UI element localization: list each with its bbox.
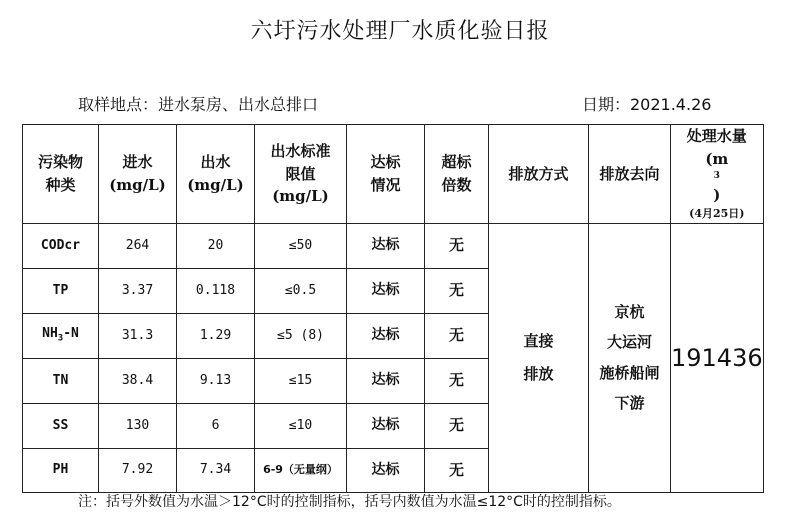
limit-cell: ≤5 (8): [255, 313, 347, 358]
report-date: 日期：2021.4.26: [582, 95, 712, 114]
exceed-cell: 无: [425, 223, 489, 268]
water-quality-table: [22, 124, 764, 493]
status-cell: 达标: [347, 223, 425, 268]
discharge-dest-cell: 京杭 大运河 施桥船闸 下游: [589, 223, 671, 492]
outflow-cell: 9.13: [177, 358, 255, 403]
status-cell: 达标: [347, 268, 425, 313]
outflow-cell: 0.118: [177, 268, 255, 313]
outflow-cell: 1.29: [177, 313, 255, 358]
limit-cell: ≤50: [255, 223, 347, 268]
inflow-cell: 7.92: [99, 448, 177, 492]
inflow-cell: 130: [99, 403, 177, 448]
exceed-cell: 无: [425, 403, 489, 448]
discharge-method-cell: 直接 排放: [489, 223, 589, 492]
limit-cell: ≤10: [255, 403, 347, 448]
header-pollutant: 污染物 种类: [23, 125, 99, 224]
outflow-cell: 6: [177, 403, 255, 448]
inflow-cell: 264: [99, 223, 177, 268]
exceed-cell: 无: [425, 313, 489, 358]
table-row: [23, 223, 764, 268]
pollutant-cell: CODcr: [23, 223, 99, 268]
pollutant-cell: TN: [23, 358, 99, 403]
status-cell: 达标: [347, 448, 425, 492]
outflow-cell: 7.34: [177, 448, 255, 492]
header-status: 达标 情况: [347, 125, 425, 224]
exceed-cell: 无: [425, 448, 489, 492]
inflow-cell: 31.3: [99, 313, 177, 358]
header-volume: 处理水量 (m 3 ) (4月25日): [671, 125, 764, 224]
exceed-cell: 无: [425, 268, 489, 313]
inflow-cell: 3.37: [99, 268, 177, 313]
pollutant-cell: SS: [23, 403, 99, 448]
header-inflow: 进水 (mg/L): [99, 125, 177, 224]
limit-cell: ≤0.5: [255, 268, 347, 313]
header-outflow: 出水 (mg/L): [177, 125, 255, 224]
limit-cell: 6-9（无量纲）: [255, 448, 347, 492]
header-exceed: 超标 倍数: [425, 125, 489, 224]
volume-cell: 191436: [671, 223, 764, 492]
status-cell: 达标: [347, 403, 425, 448]
limit-cell: ≤15: [255, 358, 347, 403]
pollutant-cell: TP: [23, 268, 99, 313]
inflow-cell: 38.4: [99, 358, 177, 403]
table-header-row: [23, 125, 764, 224]
header-limit: 出水标准 限值 (mg/L): [255, 125, 347, 224]
exceed-cell: 无: [425, 358, 489, 403]
pollutant-cell: $NH_3-N$: [23, 313, 99, 358]
outflow-cell: 20: [177, 223, 255, 268]
footnote: 注：括号外数值为水温＞12°C时的控制指标，括号内数值为水温≤12°C时的控制指标。: [78, 494, 621, 510]
header-discharge-dest: 排放去向: [589, 125, 671, 224]
sampling-location: 取样地点：进水泵房、出水总排口: [78, 95, 319, 114]
status-cell: 达标: [347, 358, 425, 403]
pollutant-cell: PH: [23, 448, 99, 492]
page-title: 六圩污水处理厂水质化验日报: [250, 19, 550, 44]
status-cell: 达标: [347, 313, 425, 358]
header-discharge-method: 排放方式: [489, 125, 589, 224]
